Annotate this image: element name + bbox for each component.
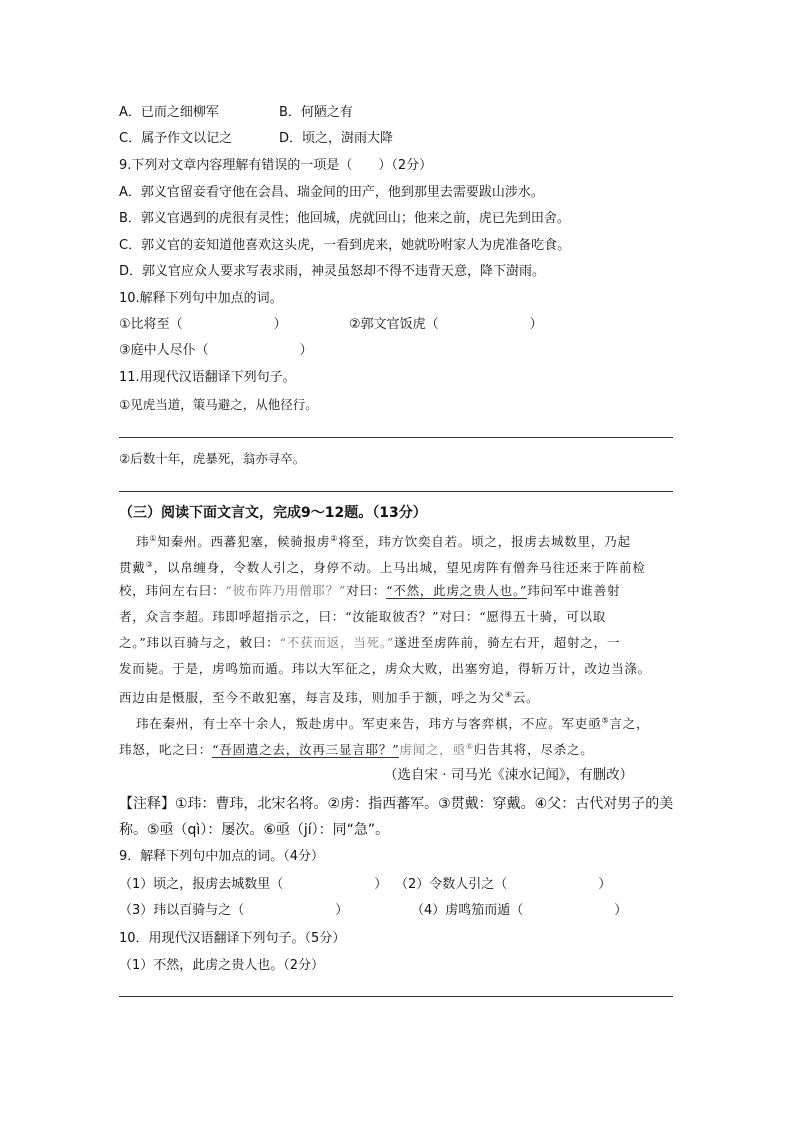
passage-text: 玮怒，叱之曰： [119, 742, 213, 757]
passage-quote: “彼布阵乃用僧耶？” [225, 583, 347, 598]
underlined-sentence: “不然，此虏之贵人也。” [386, 583, 528, 598]
answer-line [119, 996, 673, 997]
q9-option-b: B．郭义官遇到的虎很有灵性；他回城，虎就回山；他来之前，虎已先到田舍。 [119, 211, 570, 226]
footnote-mark: ② [330, 534, 339, 543]
passage-line [119, 634, 620, 652]
q10-item-3: ③庭中人尽仆（ ） [119, 343, 313, 358]
q8-option-d: D．顷之，澍雨大降 [279, 131, 394, 146]
q10-title: 10.解释下列句中加点的词。 [119, 291, 283, 306]
passage-text: 者，众言李超。玮即呼超指示之，曰： [119, 609, 346, 624]
passage-text: 遂进至虏阵前，骑左右开，超射之，一 [394, 635, 621, 650]
q9-title: 9.下列对文章内容理解有错误的一项是（ ）（2分） [119, 158, 433, 173]
notes-line: 称。⑤亟（qì）：屡次。⑥亟（jí）：同“急”。 [119, 822, 390, 838]
passage-line [119, 556, 646, 577]
footnote-mark: ④ [504, 690, 513, 699]
passage-line: 发而毙。于是，虏鸣笳而遁。玮以大军征之，虏众大败，出塞穷追，得斩万计，改边当涤。 [119, 661, 652, 676]
passage-text: 贯戴 [119, 560, 146, 575]
s3-q10-item-1: （1）不然，此虏之贵人也。（2分） [119, 958, 325, 973]
passage-text: 对曰： [439, 609, 480, 624]
passage-text: 玮以百骑与之，敕曰： [146, 635, 280, 650]
s3-q9-item-2: （2）令数人引之（ ） [395, 877, 612, 892]
section-3-heading: （三）阅读下面文言文，完成9～12题。（13分） [119, 505, 427, 521]
passage-quote: “汝能取彼否？” [345, 609, 440, 624]
q8-option-b: B．何陋之有 [279, 105, 353, 120]
s3-q9-item-4: （4）虏鸣笳而遁（ ） [411, 903, 628, 918]
passage-line [136, 530, 631, 551]
q11-item-2: ②后数十年，虎暴死，翁亦寻卒。 [119, 451, 306, 466]
q10-item-1: ①比将至（ ） [119, 317, 287, 332]
passage-quote: 之。” [119, 635, 147, 650]
passage-line [119, 582, 620, 600]
footnote-mark: ① [149, 534, 158, 543]
q11-title: 11.用现代汉语翻译下列句子。 [119, 370, 296, 385]
passage-text: ，以帛缠身，令数人引之，身停不动。上马出城，望见虏阵有僧奔马往还来于阵前检 [153, 560, 646, 575]
passage-text: 对曰： [346, 583, 387, 598]
passage-text: 玮问军中谁善射 [527, 583, 621, 598]
passage-text: 玮 [136, 534, 150, 549]
passage-text: 将至，玮方饮奕自若。顷之，报虏去城数里，乃起 [338, 534, 631, 549]
passage-quote: “愿得五十骑，可以取 [479, 609, 607, 624]
q9-option-c: C．郭义官的妾知道他喜欢这头虎，一看到虎来，她就吩咐家人为虎准备吃食。 [119, 238, 571, 253]
q9-option-a: A．郭义官留妾看守他在会昌、瑞金间的田产，他到那里去需要跋山涉水。 [119, 185, 544, 200]
q8-option-c: C．属予作文以记之 [119, 131, 233, 146]
answer-line [119, 491, 673, 492]
passage-text: 校，玮问左右曰： [119, 583, 226, 598]
passage-text: 云。 [512, 690, 540, 705]
footnote-mark: ⑤ [601, 716, 610, 725]
passage-text: 归告其将，尽杀之。 [473, 742, 594, 757]
notes-line: 【注释】①玮：曹玮，北宋名将。②虏：指西蕃军。③贯戴：穿戴。④父：古代对男子的美 [119, 796, 674, 812]
s3-q9-title: 9．解释下列句中加点的词。（4分） [119, 849, 325, 864]
underlined-sentence: “吾固遣之去，汝再三显言耶？” [212, 742, 400, 757]
passage-quote: “不获而返，当死。” [279, 635, 395, 650]
passage-line [119, 686, 539, 707]
s3-q10-title: 10．用现代汉语翻译下列句子。（5分） [119, 931, 346, 946]
q9-option-d: D．郭义官应众人要求写表求雨，神灵虽怒却不得不违背天意，降下澍雨。 [119, 264, 546, 279]
passage-line [119, 738, 594, 759]
passage-line [136, 712, 649, 733]
passage-source: （选自宋 · 司马光《涑水记闻》，有删改） [384, 767, 634, 783]
answer-line [119, 437, 673, 438]
s3-q9-item-1: （1）顷之，报虏去城数里（ ） [119, 877, 388, 892]
q10-item-2: ②郭文官饭虎（ ） [349, 317, 543, 332]
q8-option-a: A．已而之细柳军 [119, 105, 219, 120]
passage-line [119, 608, 606, 626]
s3-q9-item-3: （3）玮以百骑与之（ ） [119, 903, 349, 918]
passage-text: 玮在秦州，有士卒十余人，叛赴虏中。军吏来告，玮方与客弈棋，不应。军吏亟 [136, 716, 602, 731]
footnote-mark: ⑥ [465, 742, 474, 751]
passage-text: 言之， [609, 716, 650, 731]
passage-text: 虏闻之，亟 [399, 742, 466, 757]
q11-item-1: ①见虎当道，策马避之，从他径行。 [119, 397, 318, 412]
footnote-mark: ③ [145, 560, 154, 569]
passage-text: 西边由是慑服，至今不敢犯塞，每言及玮，则加手于额，呼之为父 [119, 690, 505, 705]
passage-text: 知秦州。西蕃犯塞，候骑报虏 [157, 534, 331, 549]
